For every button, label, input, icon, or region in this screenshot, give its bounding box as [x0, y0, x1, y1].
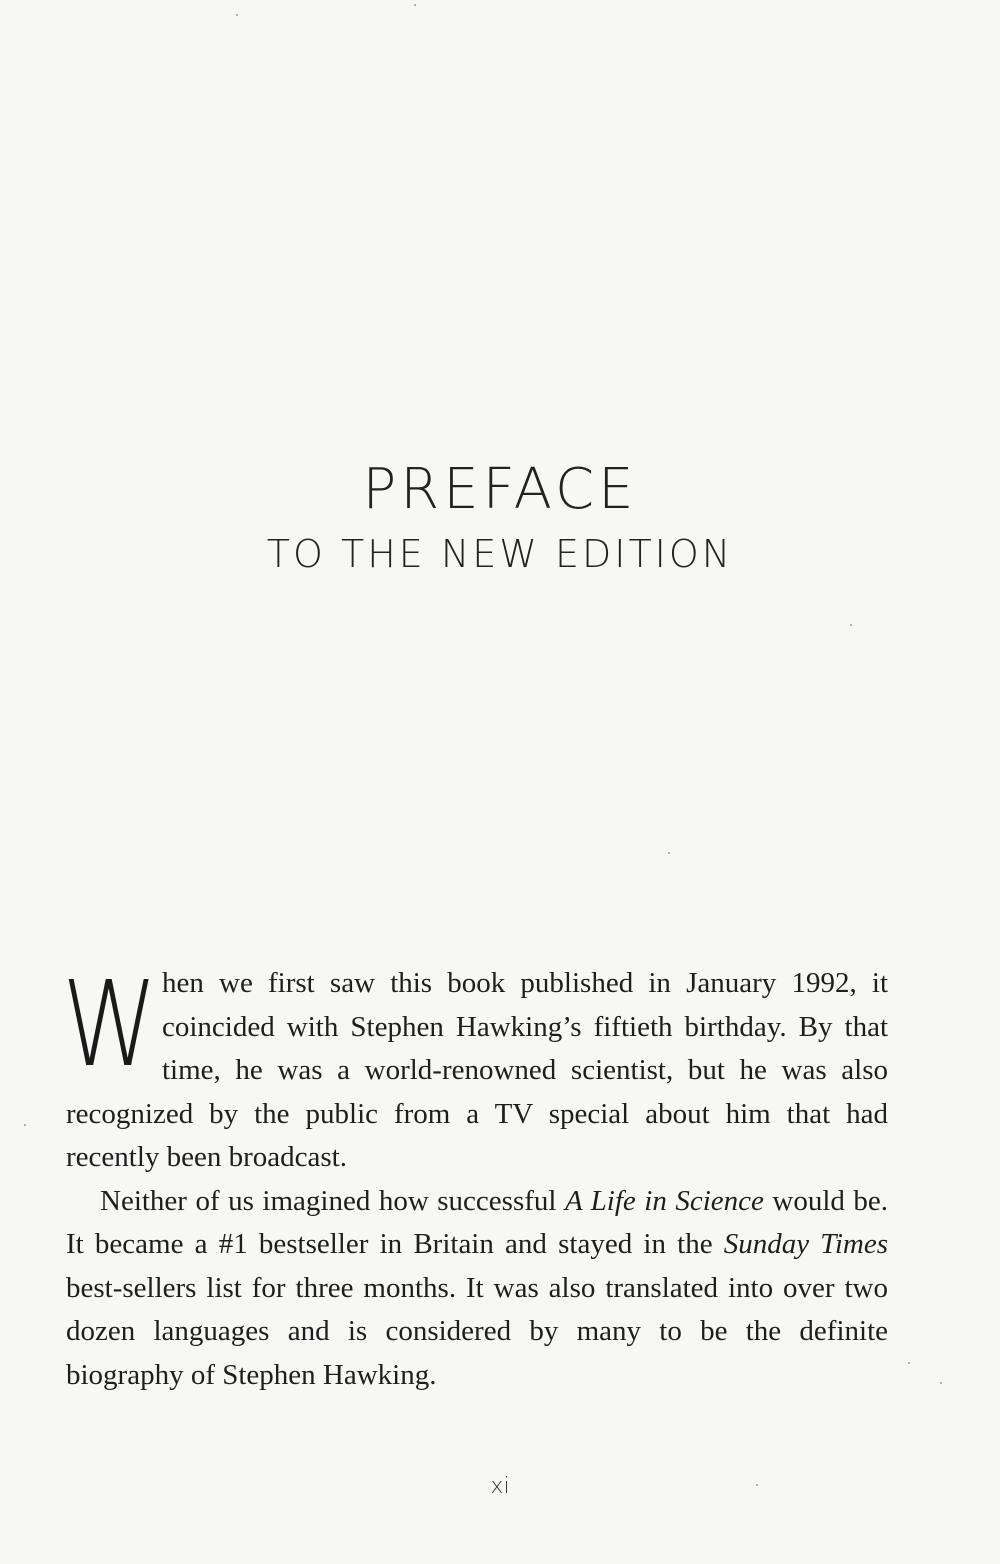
paragraph-2-text-b: would be. It became a #1 bestseller in Britain and stayed in the	[66, 1184, 888, 1260]
chapter-subtitle: TO THE NEW EDITION	[266, 532, 734, 576]
body-text	[62, 955, 888, 1397]
scan-speck	[756, 1484, 758, 1486]
scan-speck	[668, 852, 670, 854]
scan-speck	[414, 4, 416, 6]
scan-speck	[236, 14, 238, 16]
paragraph-2-text-c: best-sellers list for three months. It was also translated into over two dozen languages and is considered by many to be the definite biography of Stephen Hawking.	[66, 1271, 888, 1391]
chapter-title: PREFACE	[362, 457, 638, 522]
drop-cap: W	[62, 955, 158, 1093]
paragraph-2-text-a: Neither of us imagined how successful	[100, 1184, 565, 1217]
book-title-italic: A Life in Science	[564, 1184, 764, 1217]
paragraph-1-text: hen we first saw this book published in January 1992, it coincided with Stephen Hawking’s fiftieth birthday. By that time, he was a world-renowned scientist, but he was also recognized by the public from a TV special about him that had recently been broadcast.	[66, 967, 888, 1173]
paragraph-1	[62, 955, 888, 1180]
scan-speck	[908, 1362, 910, 1364]
scan-speck	[850, 624, 852, 626]
page-number: xi	[490, 1474, 510, 1499]
scan-speck	[24, 1124, 26, 1126]
paragraph-2	[66, 1180, 888, 1398]
newspaper-title-italic: Sunday Times	[723, 1228, 888, 1260]
scan-speck	[940, 1382, 942, 1384]
